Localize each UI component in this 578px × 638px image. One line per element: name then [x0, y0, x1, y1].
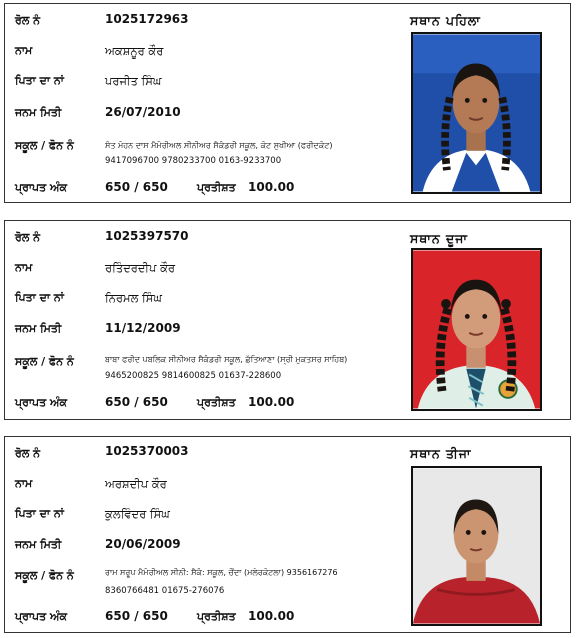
school-phone-label: ਸਕੂਲ / ਫੋਨ ਨੰ [15, 355, 74, 368]
name-value: ਅਕਸ਼ਨੂਰ ਕੌਰ [105, 44, 164, 58]
father-name-label: ਪਿਤਾ ਦਾ ਨਾਂ [15, 507, 64, 520]
school-value: ਬਾਬਾ ਫਰੀਦ ਪਬਲਿਕ ਸੀਨੀਅਰ ਸੈਕੰਡਰੀ ਸਕੂਲ, ਛੱਤਿਆਣਾ (ਸ੍ਰੀ ਮੁਕਤਸਰ ਸਾਹਿਬ) [105, 355, 348, 364]
rank-title: ਸਥਾਨ ਦੂਜਾ [410, 231, 469, 246]
roll-label: ਰੋਲ ਨੰ [15, 447, 40, 460]
name-label: ਨਾਮ [15, 261, 33, 274]
name-label: ਨਾਮ [15, 44, 33, 57]
rank-title: ਸਥਾਨ ਤੀਜਾ [410, 446, 472, 461]
school-phone-label: ਸਕੂਲ / ਫੋਨ ਨੰ [15, 569, 74, 582]
roll-label: ਰੋਲ ਨੰ [15, 14, 40, 27]
name-value: ਅਰਸ਼ਦੀਪ ਕੌਰ [105, 477, 167, 491]
school-phone-label: ਸਕੂਲ / ਫੋਨ ਨੰ [15, 139, 74, 152]
student-photo-image [413, 250, 540, 409]
dob-value: 20/06/2009 [105, 537, 181, 551]
student-photo [411, 466, 542, 626]
student-card-2 [4, 220, 571, 420]
father-name-value: ਕੁਲਵਿੰਦਰ ਸਿੰਘ [105, 507, 170, 521]
marks-value: 650 / 650 [105, 609, 168, 623]
school-value: ਸੰਤ ਮੋਹਨ ਦਾਸ ਮੈਮੋਰੀਅਲ ਸੀਨੀਅਰ ਸੈਕੰਡਰੀ ਸਕੂਲ, ਕੋਟ ਸੁਖੀਆ (ਫਰੀਦਕੋਟ) [105, 141, 333, 150]
marks-value: 650 / 650 [105, 395, 168, 409]
marks-value: 650 / 650 [105, 180, 168, 194]
dob-value: 11/12/2009 [105, 321, 181, 335]
percent-value: 100.00 [248, 609, 295, 623]
student-card-1 [4, 3, 571, 203]
student-photo [411, 248, 542, 411]
percent-label: ਪ੍ਰਤੀਸ਼ਤ [197, 610, 236, 623]
roll-label: ਰੋਲ ਨੰ [15, 231, 40, 244]
name-value: ਰਤਿੰਦਰਦੀਪ ਕੌਰ [105, 261, 176, 275]
marks-label: ਪ੍ਰਾਪਤ ਅੰਕ [15, 396, 67, 409]
roll-value: 1025172963 [105, 12, 189, 26]
father-name-label: ਪਿਤਾ ਦਾ ਨਾਂ [15, 291, 64, 304]
phones-value: 8360766481 01675-276076 [105, 586, 225, 596]
marks-label: ਪ੍ਰਾਪਤ ਅੰਕ [15, 610, 67, 623]
percent-label: ਪ੍ਰਤੀਸ਼ਤ [197, 396, 236, 409]
dob-label: ਜਨਮ ਮਿਤੀ [15, 322, 62, 335]
phones-value: 9465200825 9814600825 01637-228600 [105, 371, 282, 381]
percent-label: ਪ੍ਰਤੀਸ਼ਤ [197, 181, 236, 194]
phones-value: 9417096700 9780233700 0163-9233700 [105, 156, 282, 166]
percent-value: 100.00 [248, 395, 295, 409]
roll-value: 1025370003 [105, 444, 189, 458]
student-photo-image [413, 34, 540, 192]
dob-label: ਜਨਮ ਮਿਤੀ [15, 106, 62, 119]
rank-title: ਸਥਾਨ ਪਹਿਲਾ [410, 13, 481, 28]
father-name-value: ਪਰਜੀਤ ਸਿੰਘ [105, 74, 162, 88]
dob-label: ਜਨਮ ਮਿਤੀ [15, 538, 62, 551]
dob-value: 26/07/2010 [105, 105, 181, 119]
student-card-3 [4, 436, 571, 633]
father-name-value: ਨਿਰਮਲ ਸਿੰਘ [105, 291, 162, 305]
roll-value: 1025397570 [105, 229, 189, 243]
marks-label: ਪ੍ਰਾਪਤ ਅੰਕ [15, 181, 67, 194]
percent-value: 100.00 [248, 180, 295, 194]
student-photo-image [413, 468, 540, 624]
father-name-label: ਪਿਤਾ ਦਾ ਨਾਂ [15, 74, 64, 87]
name-label: ਨਾਮ [15, 477, 33, 490]
school-value: ਰਾਮ ਸਰੂਪ ਮੈਮੋਰੀਅਲ ਸੀਨੀ: ਸੈਕੰ: ਸਕੂਲ, ਚੌਂਦਾ (ਮਲੇਰਕੋਟਲਾ) 9356167276 [105, 568, 338, 577]
student-photo [411, 32, 542, 194]
